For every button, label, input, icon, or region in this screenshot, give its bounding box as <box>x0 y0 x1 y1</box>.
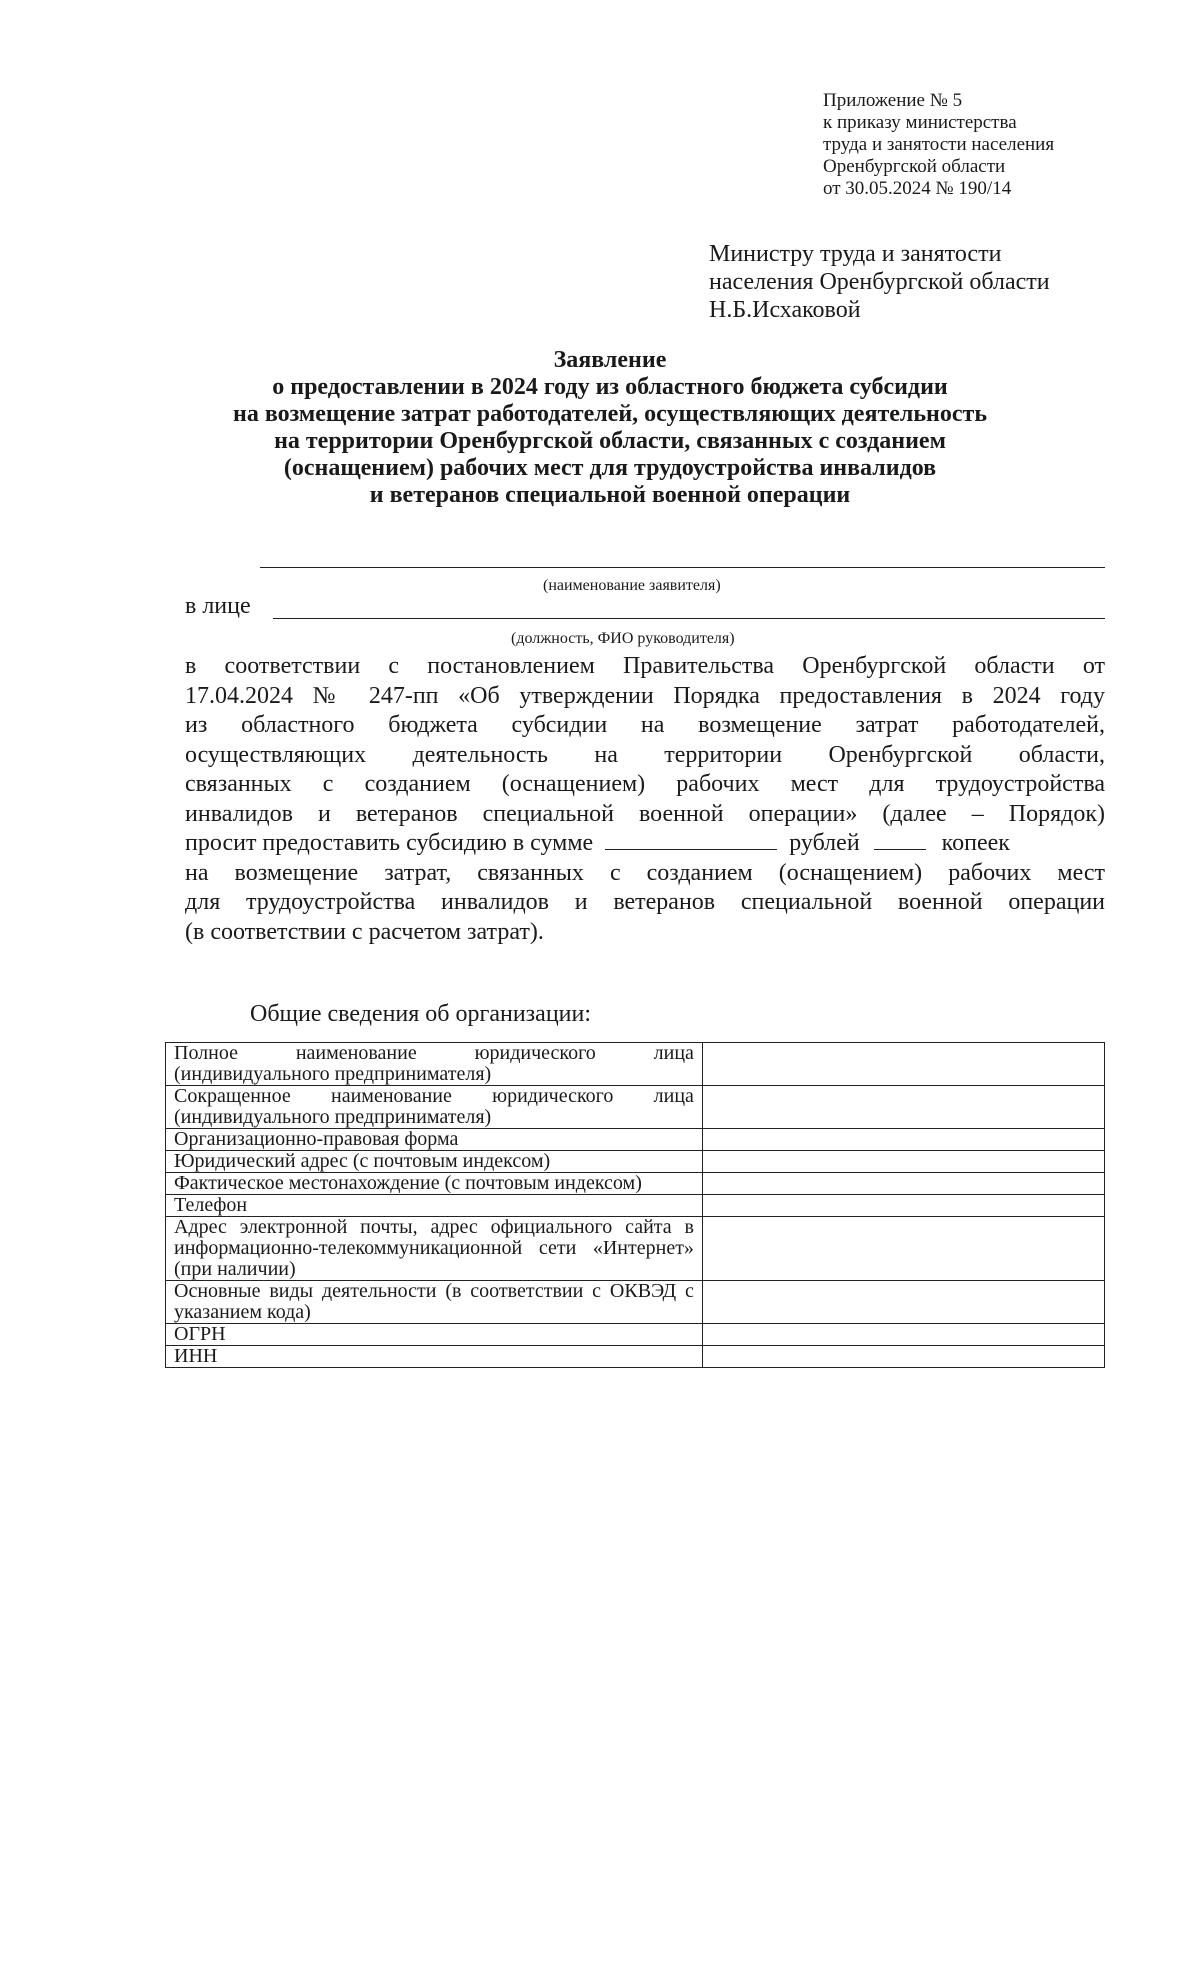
table-row <box>166 1173 1105 1195</box>
annex-line: Приложение № 5 <box>823 90 963 111</box>
title-line: на возмещение затрат работодателей, осуществляющих деятельность <box>232 401 988 427</box>
head-name-caption: (должность, ФИО руководителя) <box>511 630 735 647</box>
kopecks-amount-field[interactable] <box>874 829 926 850</box>
title-line: на территории Оренбургской области, связанных с созданием <box>274 428 946 454</box>
rubles-amount-field[interactable] <box>605 829 777 850</box>
paragraph-line: инвалидов и ветеранов специальной военной операции» (далее – Порядок) <box>185 800 1105 827</box>
row-label: Адрес электронной почты, адрес официального сайта в информационно-телекоммуникационной сети «Интернет» (при наличии) <box>166 1217 703 1281</box>
row-value-cell[interactable] <box>702 1195 1104 1217</box>
row-value-cell[interactable] <box>702 1281 1104 1324</box>
row-value-cell[interactable] <box>702 1129 1104 1151</box>
table-row <box>166 1129 1105 1151</box>
table-row <box>166 1151 1105 1173</box>
org-info-table <box>165 1042 1105 1368</box>
annex-line: Оренбургской области <box>823 156 1006 177</box>
row-value-cell[interactable] <box>702 1173 1104 1195</box>
title-line: (оснащением) рабочих мест для трудоустройства инвалидов <box>283 455 937 481</box>
annex-line: труда и занятости населения <box>823 134 1055 155</box>
row-value-cell[interactable] <box>702 1346 1104 1368</box>
annex-line: от 30.05.2024 № 190/14 <box>823 178 1012 199</box>
annex-reference <box>823 90 1123 200</box>
row-label: Фактическое местонахождение (с почтовым индексом) <box>166 1173 703 1195</box>
paragraph-line: из областного бюджета субсидии на возмещение затрат работодателей, <box>185 712 1105 738</box>
addressee-block <box>709 240 1149 324</box>
head-name-line[interactable] <box>273 618 1105 619</box>
addressee-line: населения Оренбургской области <box>709 269 1050 295</box>
table-row <box>166 1195 1105 1217</box>
row-label: Полное наименование юридического лица (индивидуального предпринимателя) <box>166 1043 703 1086</box>
table-row <box>166 1324 1105 1346</box>
addressee-line: Н.Б.Исхаковой <box>709 297 861 323</box>
row-value-cell[interactable] <box>702 1086 1104 1129</box>
table-row <box>166 1043 1105 1086</box>
row-label: Юридический адрес (с почтовым индексом) <box>166 1151 703 1173</box>
row-label: ОГРН <box>166 1324 703 1346</box>
sum-prefix: просит предоставить субсидию в сумме <box>185 830 594 856</box>
row-value-cell[interactable] <box>702 1324 1104 1346</box>
table-row <box>166 1217 1105 1281</box>
paragraph-line: в соответствии с постановлением Правительства Оренбургской области от <box>185 653 1105 679</box>
applicant-name-line[interactable] <box>260 567 1105 568</box>
row-label: Организационно-правовая форма <box>166 1129 703 1151</box>
document-title <box>180 347 1040 509</box>
table-row <box>166 1086 1105 1129</box>
org-info-heading: Общие сведения об организации: <box>250 1001 592 1027</box>
table-row <box>166 1346 1105 1368</box>
paragraph-line: на возмещение затрат, связанных с созданием (оснащением) рабочих мест <box>185 859 1105 886</box>
represented-by-label: в лице <box>185 593 251 619</box>
title-line: и ветеранов специальной военной операции <box>369 482 851 508</box>
row-label: Телефон <box>166 1195 703 1217</box>
annex-line: к приказу министерства <box>823 112 1017 133</box>
kopecks-label: копеек <box>941 830 1010 856</box>
table-row <box>166 1281 1105 1324</box>
row-label: Основные виды деятельности (в соответствии с ОКВЭД с указанием кода) <box>166 1281 703 1324</box>
request-paragraph <box>185 652 1105 947</box>
row-value-cell[interactable] <box>702 1043 1104 1086</box>
paragraph-line: для трудоустройства инвалидов и ветеранов специальной военной операции <box>185 889 1105 915</box>
rubles-label: рублей <box>789 830 860 856</box>
applicant-name-caption: (наименование заявителя) <box>543 577 721 594</box>
paragraph-line: осуществляющих деятельность на территории Оренбургской области, <box>185 741 1105 768</box>
row-value-cell[interactable] <box>702 1217 1104 1281</box>
row-label: Сокращенное наименование юридического лица (индивидуального предпринимателя) <box>166 1086 703 1129</box>
paragraph-line: (в соответствии с расчетом затрат). <box>185 918 544 945</box>
subsidy-sum-line <box>185 829 1105 859</box>
title-line: Заявление <box>553 347 667 373</box>
title-line: о предоставлении в 2024 году из областного бюджета субсидии <box>272 374 948 400</box>
addressee-line: Министру труда и занятости <box>709 241 1002 267</box>
paragraph-line: связанных с созданием (оснащением) рабочих мест для трудоустройства <box>185 771 1105 797</box>
row-value-cell[interactable] <box>702 1151 1104 1173</box>
paragraph-line: 17.04.2024 № 247-пп «Об утверждении Порядка предоставления в 2024 году <box>185 682 1105 709</box>
row-label: ИНН <box>166 1346 703 1368</box>
